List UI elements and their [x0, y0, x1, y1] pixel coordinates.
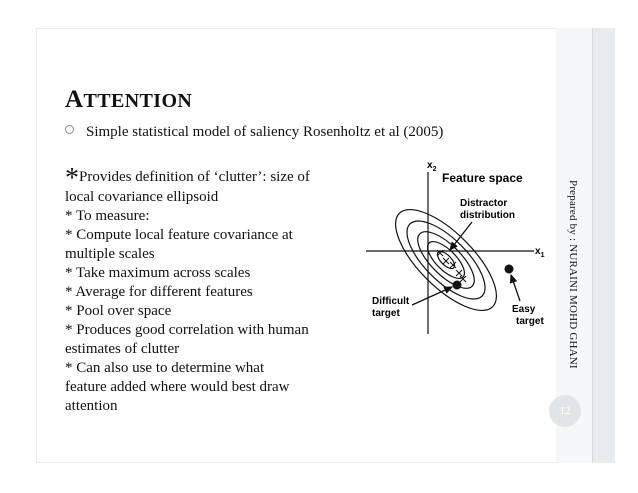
body-line: feature added where would best draw [65, 379, 290, 395]
axis-x-label: $x_1$ [535, 246, 545, 259]
body-line: * Average for different features [65, 284, 253, 300]
bullet-text: Simple statistical model of saliency Rosenholtz et al (2005) [86, 124, 444, 140]
body-line: estimates of clutter [65, 341, 180, 357]
body-line: * To measure: [65, 208, 150, 224]
distractor-label-line-1: Distractor [460, 198, 508, 209]
distractor-label-line-2: distribution [460, 210, 515, 221]
ellipse-2 [409, 223, 483, 297]
body-line: attention [65, 398, 118, 414]
ellipse-inner [435, 249, 458, 272]
body-line: multiple scales [65, 246, 155, 262]
slide-border-left [36, 28, 37, 462]
difficult-label-line-2: target [372, 308, 400, 319]
easy-arrow [511, 275, 520, 301]
slide-border-top [36, 28, 592, 29]
axis-y-label: $x_2$ [427, 160, 437, 173]
body-line-text: Provides definition of ‘clutter’: size of [79, 169, 310, 185]
star-marker: * [65, 163, 79, 194]
bullet-item [65, 124, 443, 141]
body-text [65, 163, 365, 416]
difficult-label-line-1: Difficult [372, 296, 410, 307]
easy-label-line-1: Easy [512, 304, 536, 315]
ellipse-1 [422, 236, 470, 284]
figure-title: Feature space [442, 171, 523, 185]
body-line: * Can also use to determine what [65, 360, 265, 376]
difficult-target-dot [453, 281, 462, 290]
body-line: * Take maximum across scales [65, 265, 251, 281]
easy-target-dot [505, 265, 514, 274]
slide-title-rest: TTENTION [83, 90, 193, 112]
body-line [65, 163, 365, 194]
body-line: * Pool over space [65, 303, 172, 319]
feature-space-figure [352, 158, 556, 348]
body-line: * Produces good correlation with human [65, 322, 309, 338]
slide-border-bottom [36, 462, 592, 463]
right-band [592, 28, 615, 463]
circle-bullet-icon [65, 125, 74, 134]
body-line: local covariance ellipsoid [65, 189, 219, 205]
slide-title [65, 86, 192, 114]
vertical-author-credit: Prepared by : NURAINI MOHD GHANI [567, 180, 579, 369]
slide-title-initial: A [65, 86, 84, 113]
body-line: * Compute local feature covariance at [65, 227, 293, 243]
easy-label-line-2: target [516, 316, 544, 327]
page-number-badge: 12 [549, 395, 581, 427]
